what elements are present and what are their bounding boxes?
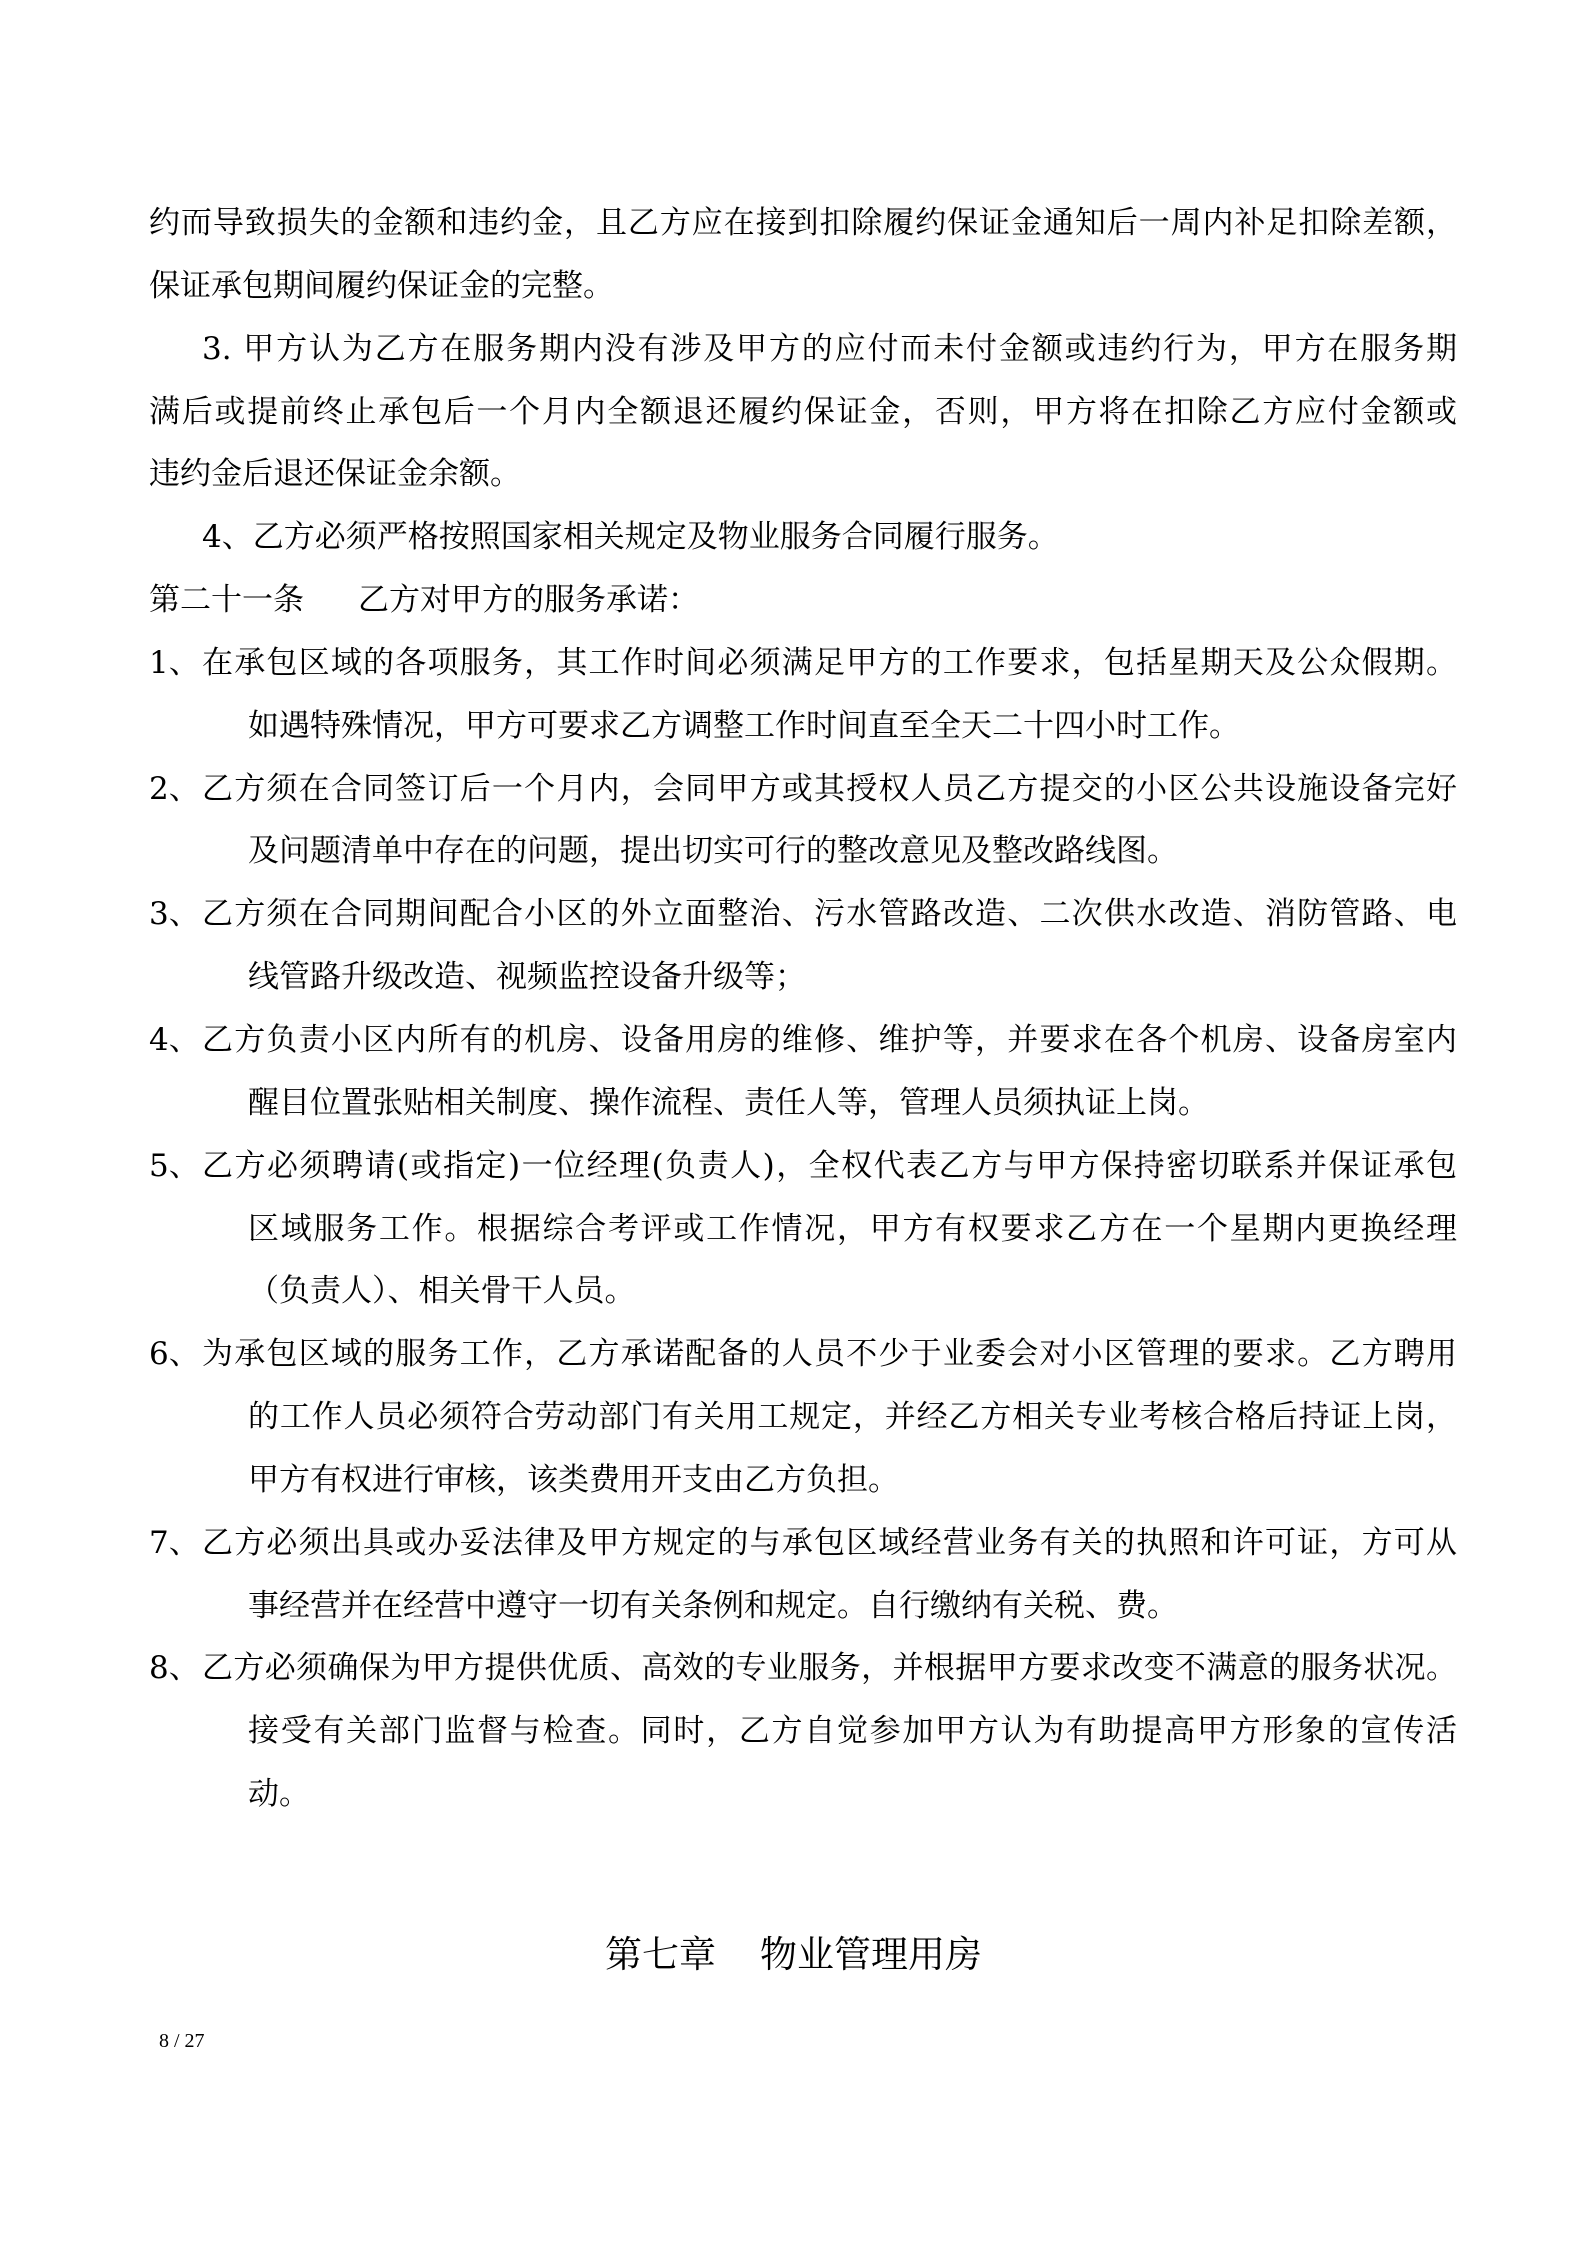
item-number: 5、 — [149, 1147, 200, 1184]
list-item — [149, 1323, 1457, 1386]
item-number: 3、 — [149, 896, 200, 933]
clause-3-line: 满后或提前终止承包后一个月内全额退还履约保证金，否则，甲方将在扣除乙方应付金额或 — [149, 393, 1457, 430]
clause-2-tail-line: 保证承包期间履约保证金的完整。 — [149, 267, 614, 304]
page-number: 8 / 27 — [159, 2030, 205, 2052]
item-number: 6、 — [149, 1336, 200, 1373]
clause-3-line: 违约金后退还保证金余额。 — [149, 456, 521, 493]
item-continuation: 事经营并在经营中遵守一切有关条例和规定。自行缴纳有关税、费。 — [248, 1587, 1178, 1624]
item-text: 乙方必须聘请(或指定)一位经理(负责人)，全权代表乙方与甲方保持密切联系并保证承包 — [202, 1147, 1457, 1184]
clause-3-line: 3. 甲方认为乙方在服务期内没有涉及甲方的应付而未付金额或违约行为，甲方在服务期 — [202, 330, 1457, 367]
item-number: 7、 — [149, 1524, 200, 1561]
item-continuation: （负责人）、相关骨干人员。 — [248, 1273, 636, 1310]
item-continuation: 接受有关部门监督与检查。同时，乙方自觉参加甲方认为有助提高甲方形象的宣传活 — [248, 1713, 1457, 1750]
item-continuation: 及问题清单中存在的问题，提出切实可行的整改意见及整改路线图。 — [248, 833, 1178, 870]
chapter-title: 物业管理用房 — [760, 1933, 982, 1976]
item-number: 1、 — [149, 644, 200, 681]
item-text: 在承包区域的各项服务，其工作时间必须满足甲方的工作要求，包括星期天及公众假期。 — [202, 644, 1457, 681]
item-number: 2、 — [149, 770, 200, 807]
list-item — [149, 1135, 1457, 1198]
item-continuation: 甲方有权进行审核，该类费用开支由乙方负担。 — [248, 1461, 899, 1498]
list-item — [149, 883, 1457, 946]
item-continuation: 区域服务工作。根据综合考评或工作情况，甲方有权要求乙方在一个星期内更换经理 — [248, 1210, 1457, 1247]
item-continuation: 如遇特殊情况，甲方可要求乙方调整工作时间直至全天二十四小时工作。 — [248, 707, 1240, 744]
item-text: 乙方须在合同签订后一个月内，会同甲方或其授权人员乙方提交的小区公共设施设备完好 — [202, 770, 1457, 807]
item-text: 乙方必须确保为甲方提供优质、高效的专业服务，并根据甲方要求改变不满意的服务状况。 — [202, 1650, 1457, 1687]
clause-2-tail-line: 约而导致损失的金额和违约金，且乙方应在接到扣除履约保证金通知后一周内补足扣除差额， — [149, 205, 1457, 241]
item-continuation: 动。 — [248, 1776, 310, 1813]
page-body — [149, 192, 1457, 1826]
item-text: 乙方负责小区内所有的机房、设备用房的维修、维护等，并要求在各个机房、设备房室内 — [202, 1021, 1457, 1058]
article-21-heading — [149, 569, 1457, 632]
item-continuation: 醒目位置张贴相关制度、操作流程、责任人等，管理人员须执证上岗。 — [248, 1084, 1209, 1121]
list-item — [149, 1637, 1457, 1700]
item-number: 4、 — [149, 1021, 200, 1058]
list-item — [149, 632, 1457, 695]
item-number: 8、 — [149, 1650, 200, 1687]
item-continuation: 的工作人员必须符合劳动部门有关用工规定，并经乙方相关专业考核合格后持证上岗， — [248, 1399, 1457, 1436]
chapter-label: 第七章 — [605, 1933, 716, 1976]
clause-4-line: 4、乙方必须严格按照国家相关规定及物业服务合同履行服务。 — [202, 519, 1059, 556]
list-item — [149, 1512, 1457, 1575]
article-21-label: 第二十一条 — [149, 582, 304, 619]
item-continuation: 线管路升级改造、视频监控设备升级等； — [248, 959, 806, 996]
list-item — [149, 1009, 1457, 1072]
article-21-title: 乙方对甲方的服务承诺： — [358, 582, 699, 619]
chapter-7-heading — [0, 1930, 1587, 1980]
list-item — [149, 758, 1457, 821]
item-text: 乙方须在合同期间配合小区的外立面整治、污水管路改造、二次供水改造、消防管路、电 — [202, 896, 1457, 933]
item-text: 为承包区域的服务工作，乙方承诺配备的人员不少于业委会对小区管理的要求。乙方聘用 — [202, 1336, 1457, 1373]
item-text: 乙方必须出具或办妥法律及甲方规定的与承包区域经营业务有关的执照和许可证，方可从 — [202, 1524, 1457, 1561]
